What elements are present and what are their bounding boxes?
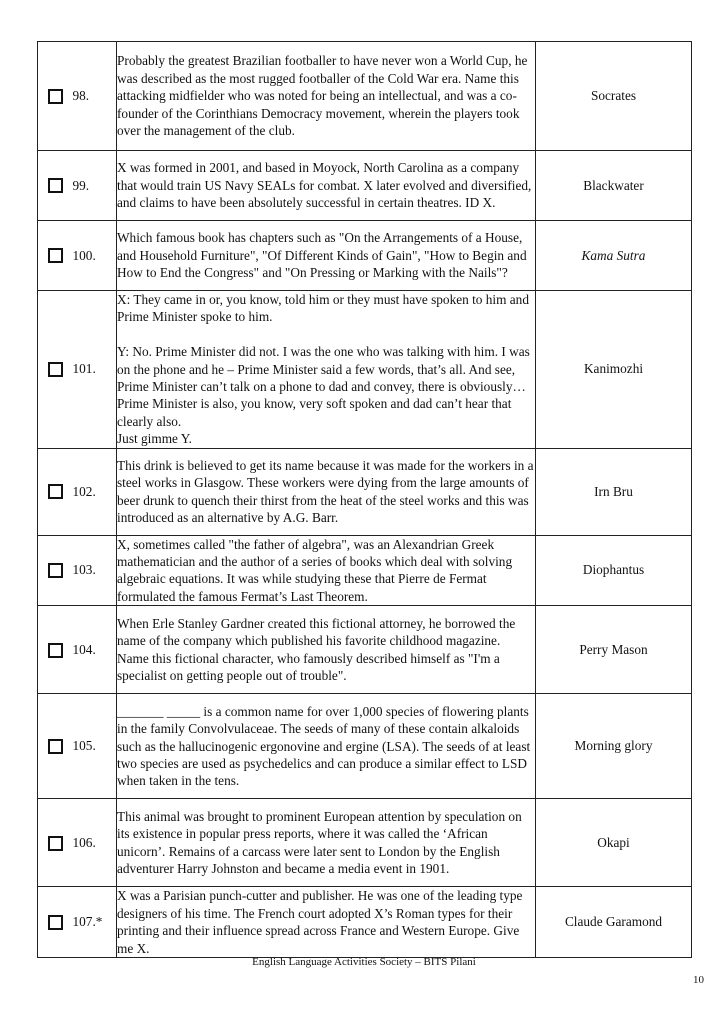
answer: Morning glory [536,694,692,799]
checkbox-cell [38,799,73,887]
question-text: This animal was brought to prominent European attention by speculation on its existence in popular press reports, where it was called the ‘African unicorn’. Remains of a carcass were later sent to London by the English adventurer Harry Johnston and became a media event in 1901. [117,799,536,887]
question-number: 107.* [73,887,117,958]
checkbox[interactable] [48,484,63,499]
question-row [38,799,692,887]
question-row [38,448,692,535]
question-text: X: They came in or, you know, told him or they must have spoken to him and Prime Minister spoke to him. Y: No. Prime Minister did not. I was the one who was talking with him. I was on the phone and he – Prime Minister said a few words, that’s all. And see, Prime Minister can’t talk on a phone to dad and convey, there is obviously… Prime Minister is also, you know, very soft spoken and dad can’t hear that clearly also. Just gimme Y. [117,291,536,449]
checkbox[interactable] [48,739,63,754]
question-row [38,694,692,799]
question-number: 103. [73,535,117,606]
answer: Diophantus [536,535,692,606]
answer: Kanimozhi [536,291,692,449]
answer: Claude Garamond [536,887,692,958]
question-row [38,291,692,449]
answer: Irn Bru [536,448,692,535]
question-text: This drink is believed to get its name because it was made for the workers in a steel works in Glasgow. These workers were dying from the large amounts of beer drunk to quench their thirst from the heat of the steel works and this was introduced as an alternative by A.G. Barr. [117,448,536,535]
checkbox-cell [38,694,73,799]
answer: Socrates [536,42,692,151]
checkbox-cell [38,42,73,151]
question-number: 98. [73,42,117,151]
question-text: X was formed in 2001, and based in Moyock, North Carolina as a company that would train US Navy SEALs for combat. X later evolved and diversified, and claims to have been absolutely successful in certain theatres. ID X. [117,151,536,221]
checkbox-cell [38,151,73,221]
checkbox-cell [38,291,73,449]
checkbox-cell [38,887,73,958]
answer: Okapi [536,799,692,887]
answer: Kama Sutra [536,221,692,291]
question-number: 100. [73,221,117,291]
question-text: When Erle Stanley Gardner created this fictional attorney, he borrowed the name of the company which published his favorite childhood magazine. Name this fictional character, who famously described himself as "I'm a specialist on getting people out of trouble". [117,606,536,694]
checkbox[interactable] [48,248,63,263]
page-footer: English Language Activities Society – BITS Pilani [252,956,476,968]
question-number: 104. [73,606,117,694]
question-number: 99. [73,151,117,221]
question-row [38,42,692,151]
checkbox[interactable] [48,915,63,930]
quiz-table [37,41,692,958]
question-row [38,151,692,221]
answer: Blackwater [536,151,692,221]
question-number: 102. [73,448,117,535]
question-row [38,535,692,606]
question-row [38,221,692,291]
answer: Perry Mason [536,606,692,694]
question-row [38,606,692,694]
checkbox[interactable] [48,362,63,377]
question-row [38,887,692,958]
checkbox[interactable] [48,89,63,104]
question-number: 101. [73,291,117,449]
question-number: 106. [73,799,117,887]
checkbox-cell [38,448,73,535]
checkbox[interactable] [48,836,63,851]
page-number: 10 [693,974,704,986]
question-text: Which famous book has chapters such as "On the Arrangements of a House, and Household Furniture", "Of Different Kinds of Gain", "How to Begin and How to End the Congress" and "On Pressing or Marking with the Nails"? [117,221,536,291]
question-text: X, sometimes called "the father of algebra", was an Alexandrian Greek mathematician and the author of a series of books which deal with solving algebraic equations. It was while studying these that Pierre de Fermat formulated the famous Fermat’s Last Theorem. [117,535,536,606]
question-number: 105. [73,694,117,799]
question-text: Probably the greatest Brazilian footballer to have never won a World Cup, he was described as the most rugged footballer of the Cold War era. Name this attacking midfielder who was noted for being an intellectual, and was a co-founder of the Corinthians Democracy movement, wherein the players took over the management of the club. [117,42,536,151]
checkbox[interactable] [48,563,63,578]
checkbox-cell [38,535,73,606]
checkbox[interactable] [48,643,63,658]
question-text: _______ _____ is a common name for over 1,000 species of flowering plants in the family Convolvulaceae. The seeds of many of these contain alkaloids such as the hallucinogenic ergonovine and ergine (LSA). The seeds of at least two species are used as psychedelics and can produce a similar effect to LSD when taken in the tens. [117,694,536,799]
checkbox[interactable] [48,178,63,193]
question-text: X was a Parisian punch-cutter and publisher. He was one of the leading type designers of his time. The French court adopted X’s Roman types for their printing and their influence spread across France and Western Europe. Give me X. [117,887,536,958]
checkbox-cell [38,221,73,291]
checkbox-cell [38,606,73,694]
